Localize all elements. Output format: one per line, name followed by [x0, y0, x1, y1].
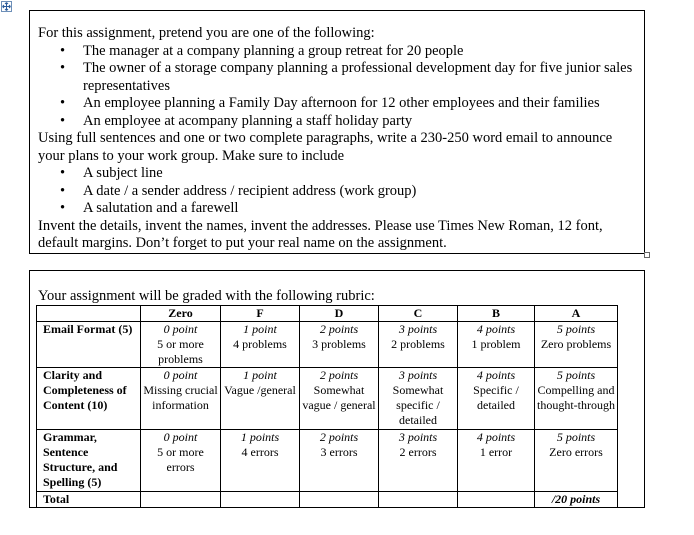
score-description: 5 or more problems	[157, 337, 204, 366]
header-cell: B	[458, 306, 535, 322]
points-label: 2 points	[319, 322, 359, 336]
list-item: • A subject line	[38, 165, 638, 183]
table-header-row	[37, 306, 618, 322]
score-description: Vague /general	[224, 383, 296, 397]
points-label: 3 points	[398, 322, 438, 336]
header-cell: D	[300, 306, 379, 322]
score-description: 3 problems	[312, 337, 366, 351]
score-description: Zero errors	[549, 445, 603, 459]
assignment-intro: For this assignment, pretend you are one of the following:	[38, 25, 375, 41]
list-item: • A salutation and a farewell	[38, 200, 638, 218]
points-label: 1 point	[243, 368, 277, 382]
score-description: 4 problems	[233, 337, 287, 351]
include-list	[38, 165, 638, 218]
points-label: 5 points	[556, 368, 596, 382]
points-label: 1 point	[243, 322, 277, 336]
score-description: 1 problem	[471, 337, 521, 351]
points-label: 0 point	[163, 368, 198, 382]
score-cell	[300, 368, 379, 430]
table-row	[37, 492, 618, 508]
score-description: Specific / detailed	[473, 383, 519, 412]
score-cell	[141, 430, 221, 492]
score-cell	[221, 322, 300, 368]
score-cell	[535, 430, 618, 492]
table-row	[37, 430, 618, 492]
points-label: 3 points	[398, 368, 438, 382]
score-description: Missing crucial information	[143, 383, 218, 412]
points-label: 4 points	[476, 368, 516, 382]
criterion-cell: Email Format (5)	[37, 322, 141, 368]
score-cell	[458, 368, 535, 430]
points-label: 4 points	[476, 430, 516, 444]
empty-cell	[458, 492, 535, 508]
points-label: 5 points	[556, 430, 596, 444]
rubric-table	[36, 305, 618, 508]
list-item: • The owner of a storage company planning a professional development day for five junior sales representatives	[38, 60, 638, 95]
score-cell	[535, 322, 618, 368]
empty-cell	[221, 492, 300, 508]
score-description: 2 errors	[399, 445, 437, 459]
table-row	[37, 322, 618, 368]
score-description: Somewhat specific / detailed	[392, 383, 444, 427]
score-description: Zero problems	[540, 337, 612, 351]
score-cell	[221, 430, 300, 492]
score-cell	[141, 322, 221, 368]
list-item: • An employee planning a Family Day afternoon for 12 other employees and their families	[38, 95, 638, 113]
score-description: 5 or more errors	[157, 445, 204, 474]
rubric-intro: Your assignment will be graded with the following rubric:	[38, 288, 375, 304]
points-label: 3 points	[398, 430, 438, 444]
points-label: 2 points	[319, 430, 359, 444]
criterion-cell: Clarity and Completeness of Content (10)	[37, 368, 141, 430]
assignment-closing: Invent the details, invent the names, invent the addresses. Please use Times New Roman, 12 font, default margins. Don’t forget to put your real name on the assignment.	[38, 217, 603, 251]
score-cell	[300, 322, 379, 368]
table-row	[37, 368, 618, 430]
score-cell	[141, 368, 221, 430]
assignment-box	[29, 10, 645, 254]
score-cell	[221, 368, 300, 430]
empty-cell	[300, 492, 379, 508]
scenario-list	[38, 43, 638, 131]
score-description: Compelling and thought-through	[537, 383, 615, 412]
score-cell	[458, 430, 535, 492]
points-label: 0 point	[163, 430, 198, 444]
table-move-handle-icon[interactable]	[1, 1, 12, 12]
points-label: 2 points	[319, 368, 359, 382]
header-cell: Zero	[141, 306, 221, 322]
score-description: Somewhat vague / general	[302, 383, 376, 412]
points-label: 0 point	[163, 322, 198, 336]
assignment-text	[38, 25, 638, 253]
criterion-cell: Grammar, Sentence Structure, and Spelling (5)	[37, 430, 141, 492]
score-cell	[379, 322, 458, 368]
score-cell	[379, 430, 458, 492]
header-cell: F	[221, 306, 300, 322]
header-cell	[37, 306, 141, 322]
list-item: • An employee at acompany planning a staff holiday party	[38, 113, 638, 131]
points-label: 4 points	[476, 322, 516, 336]
assignment-instructions: Using full sentences and one or two complete paragraphs, write a 230-250 word email to announce your plans to your work group. Make sure to include	[38, 130, 613, 164]
total-value: /20 points	[535, 492, 618, 508]
empty-cell	[141, 492, 221, 508]
points-label: 5 points	[556, 322, 596, 336]
points-label: 1 points	[240, 430, 280, 444]
score-cell	[535, 368, 618, 430]
score-cell	[379, 368, 458, 430]
score-description: 4 errors	[241, 445, 279, 459]
header-cell: A	[535, 306, 618, 322]
rubric-box	[29, 270, 645, 508]
score-cell	[300, 430, 379, 492]
header-cell: C	[379, 306, 458, 322]
score-description: 1 error	[479, 445, 513, 459]
list-item: • A date / a sender address / recipient address (work group)	[38, 183, 638, 201]
list-item: • The manager at a company planning a group retreat for 20 people	[38, 43, 638, 61]
score-cell	[458, 322, 535, 368]
total-label: Total	[37, 492, 141, 508]
resize-handle[interactable]	[644, 252, 650, 258]
score-description: 3 errors	[320, 445, 358, 459]
score-description: 2 problems	[391, 337, 445, 351]
empty-cell	[379, 492, 458, 508]
